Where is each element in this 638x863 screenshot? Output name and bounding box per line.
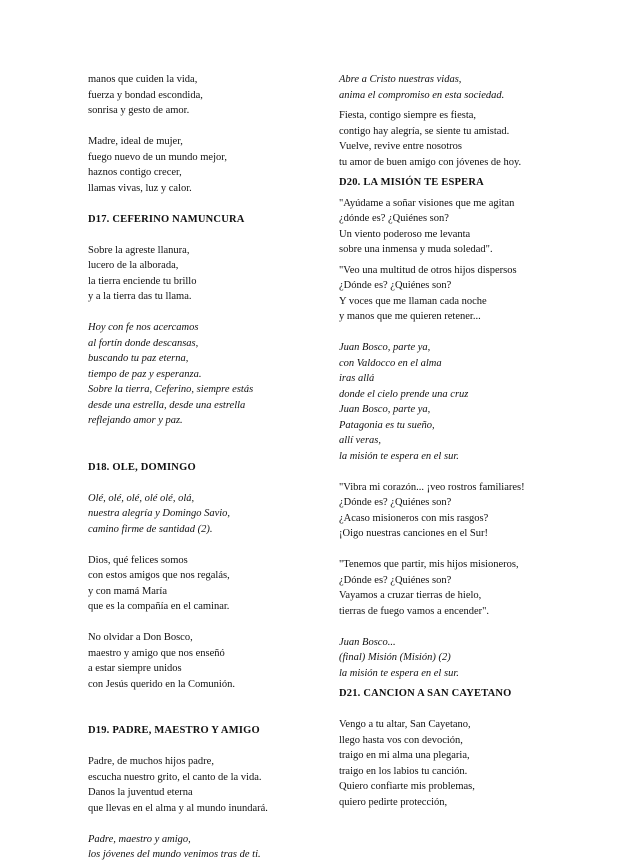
lyric-line: Madre, ideal de mujer, xyxy=(88,136,183,147)
lyric-line: fuerza y bondad escondida, xyxy=(88,89,203,101)
lyric-line: Juan Bosco... xyxy=(339,636,396,648)
lyric-line: llego hasta vos con devoción, xyxy=(339,734,463,746)
lyric-line: Dios, qué felices somos xyxy=(88,554,188,566)
lyric-line: tu amor de buen amigo con jóvenes de hoy. xyxy=(339,156,522,168)
chorus-stanza xyxy=(88,832,338,863)
song-title xyxy=(88,212,338,228)
lyric-line: Juan Bosco, parte ya, xyxy=(339,342,431,353)
lyric-line: con Valdocco en el alma xyxy=(339,357,442,369)
lyric-line: manos que cuiden la vida, xyxy=(88,74,198,85)
stanza-spacer xyxy=(88,692,338,708)
song-title-text: D17. CEFERINO NAMUNCURA xyxy=(88,213,245,225)
lyric-line: ¿Acaso misioneros con mis rasgos? xyxy=(339,512,489,524)
lyric-line: ¿Dónde es? ¿Quiénes son? xyxy=(339,497,452,508)
stanza-spacer xyxy=(88,119,338,135)
song-title-text: D18. OLE, DOMINGO xyxy=(88,461,196,473)
stanza-spacer xyxy=(88,196,338,212)
song-title xyxy=(88,460,338,476)
lyric-line: sobre una inmensa y muda soledad". xyxy=(339,244,493,255)
lyric-line: a estar siempre unidos xyxy=(88,663,182,674)
lyric-line: contigo hay alegría, se siente tu amistad. xyxy=(339,125,510,137)
lyric-line: traigo en los labios tu canción. xyxy=(339,765,468,777)
song-title xyxy=(339,175,599,191)
lyric-line: fuego nuevo de un mundo mejor, xyxy=(88,151,227,163)
chorus-stanza xyxy=(339,72,599,103)
lyric-line: al fortín donde descansas, xyxy=(88,337,199,349)
song-title-text: D19. PADRE, MAESTRO Y AMIGO xyxy=(88,725,260,736)
stanza-spacer xyxy=(88,429,338,445)
lyric-line: con estos amigos que nos regalás, xyxy=(88,570,230,581)
lyric-line: que es la compañía en el caminar. xyxy=(88,601,230,612)
lyric-line: Sobre la agreste llanura, xyxy=(88,244,190,256)
song-title-text: D20. LA MISIÓN TE ESPERA xyxy=(339,177,484,188)
lyric-line: (final) Misión (Misión) (2) xyxy=(339,652,451,663)
lyric-line: Fiesta, contigo siempre es fiesta, xyxy=(339,110,477,121)
stanza-spacer xyxy=(339,325,599,341)
lyric-line: Un viento poderoso me levanta xyxy=(339,228,471,240)
lyric-line: Padre, de muchos hijos padre, xyxy=(88,756,214,767)
stanza-spacer xyxy=(88,305,338,321)
verse-stanza xyxy=(88,553,338,615)
verse-stanza xyxy=(339,480,599,542)
verse-stanza xyxy=(339,557,599,619)
lyric-line: Olé, olé, olé, olé olé, olá, xyxy=(88,492,195,504)
verse-stanza xyxy=(88,134,338,196)
left-column xyxy=(88,72,338,863)
stanza-spacer xyxy=(88,475,338,491)
lyric-line: "Ayúdame a soñar visiones que me agitan xyxy=(339,197,515,209)
lyric-line: Vengo a tu altar, San Cayetano, xyxy=(339,719,471,730)
verse-stanza xyxy=(339,717,599,810)
lyric-line: y a la tierra das tu llama. xyxy=(88,291,192,302)
song-title xyxy=(88,723,338,739)
lyric-line: tierras de fuego vamos a encender". xyxy=(339,605,490,617)
lyric-line: Vuelve, revive entre nosotros xyxy=(339,141,462,152)
lyric-line: buscando tu paz eterna, xyxy=(88,353,189,364)
stanza-spacer xyxy=(339,464,599,480)
lyric-line: iras allá xyxy=(339,373,375,384)
lyric-line: allí veras, xyxy=(339,435,381,446)
chorus-stanza xyxy=(339,340,599,464)
stanza-spacer xyxy=(88,816,338,832)
lyric-line: y manos que me quieren retener... xyxy=(339,311,481,322)
verse-stanza xyxy=(88,630,338,692)
verse-stanza xyxy=(339,263,599,325)
lyric-line: que llevas en el alma y al mundo inundará. xyxy=(88,802,268,814)
lyric-line: la misión te espera en el sur. xyxy=(339,450,459,462)
right-column xyxy=(339,72,599,810)
lyric-line: Patagonia es tu sueño, xyxy=(339,419,435,431)
lyric-line: "Tenemos que partir, mis hijos misioneros, xyxy=(339,559,519,570)
lyric-line: desde una estrella, desde una estrella xyxy=(88,399,246,411)
lyric-line: haznos contigo crecer, xyxy=(88,167,182,178)
lyric-line: Sobre la tierra, Ceferino, siempre estás xyxy=(88,384,254,395)
lyric-line: Abre a Cristo nuestras vidas, xyxy=(339,74,462,85)
lyric-line: reflejando amor y paz. xyxy=(88,415,183,426)
chorus-stanza xyxy=(88,491,338,538)
verse-stanza xyxy=(88,754,338,816)
stanza-spacer xyxy=(339,542,599,558)
lyric-line: nuestra alegría y Domingo Savio, xyxy=(88,508,231,519)
lyric-line: Vayamos a cruzar tierras de hielo, xyxy=(339,590,482,601)
verse-stanza xyxy=(339,108,599,170)
stanza-spacer xyxy=(88,227,338,243)
verse-stanza xyxy=(88,72,338,119)
chorus-stanza xyxy=(339,635,599,682)
lyric-line: tiempo de paz y esperanza. xyxy=(88,368,202,380)
lyric-line: llamas vivas, luz y calor. xyxy=(88,182,192,194)
stanza-spacer xyxy=(88,708,338,724)
lyric-line: anima el compromiso en esta sociedad. xyxy=(339,89,505,101)
lyric-line: quiero pedirte protección, xyxy=(339,796,448,808)
lyric-line: "Vibra mi corazón... ¡veo rostros familiares! xyxy=(339,481,525,493)
lyric-line: la misión te espera en el sur. xyxy=(339,667,459,679)
verse-stanza xyxy=(339,196,599,258)
lyric-line: con Jesús querido en la Comunión. xyxy=(88,678,235,690)
stanza-spacer xyxy=(339,619,599,635)
lyric-line: Y voces que me llaman cada noche xyxy=(339,295,487,307)
lyric-line: y con mamá María xyxy=(88,585,168,597)
verse-stanza xyxy=(88,243,338,305)
lyric-line: ¿Dónde es? ¿Quiénes son? xyxy=(339,280,452,291)
lyric-line: camino firme de santidad (2). xyxy=(88,523,213,535)
stanza-spacer xyxy=(88,739,338,755)
stanza-spacer xyxy=(339,702,599,718)
lyric-line: maestro y amigo que nos enseñó xyxy=(88,647,225,659)
song-title-text: D21. CANCION A SAN CAYETANO xyxy=(339,688,512,699)
lyric-line: Juan Bosco, parte ya, xyxy=(339,404,431,415)
lyric-line: los jóvenes del mundo venimos tras de ti. xyxy=(88,849,261,860)
lyric-line: "Veo una multitud de otros hijos dispersos xyxy=(339,264,517,276)
lyric-line: ¿dónde es? ¿Quiénes son? xyxy=(339,213,449,224)
lyric-line: escucha nuestro grito, el canto de la vida. xyxy=(88,771,262,783)
lyric-line: ¡Oigo nuestras canciones en el Sur! xyxy=(339,528,488,539)
song-title xyxy=(339,686,599,702)
stanza-spacer xyxy=(88,537,338,553)
lyric-line: Danos la juventud eterna xyxy=(88,787,193,798)
stanza-spacer xyxy=(88,615,338,631)
lyric-line: lucero de la alborada, xyxy=(88,260,179,271)
lyric-line: No olvidar a Don Bosco, xyxy=(88,632,193,643)
lyric-line: Hoy con fe nos acercamos xyxy=(88,322,199,333)
lyric-line: donde el cielo prende una cruz xyxy=(339,388,469,400)
stanza-spacer xyxy=(88,444,338,460)
lyric-line: sonrisa y gesto de amor. xyxy=(88,105,190,116)
lyric-line: la tierra enciende tu brillo xyxy=(88,275,197,287)
lyric-line: ¿Dónde es? ¿Quiénes son? xyxy=(339,574,452,586)
chorus-stanza xyxy=(88,320,338,429)
lyric-line: traigo en mi alma una plegaria, xyxy=(339,750,470,761)
lyric-line: Quiero confiarte mis problemas, xyxy=(339,781,475,792)
lyric-line: Padre, maestro y amigo, xyxy=(88,833,191,845)
